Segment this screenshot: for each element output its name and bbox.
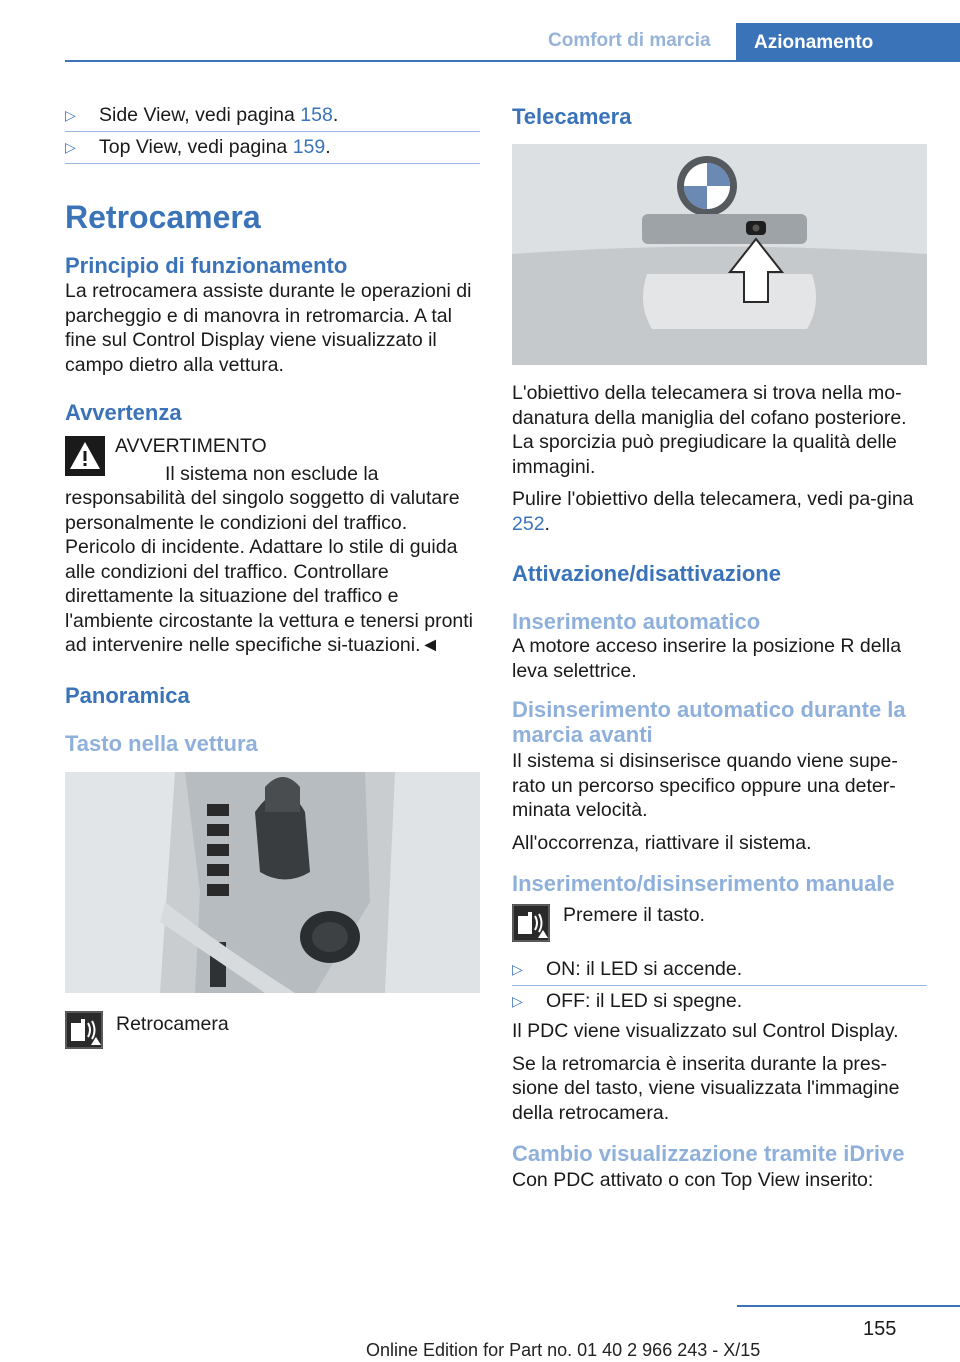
paragraph: Il sistema si disinserisce quando viene supe-rato un percorso specifico oppure una deter-minata velocità.: [512, 750, 898, 821]
bullet-triangle-icon: ▷: [512, 961, 523, 977]
list-item-text: Side View, vedi pagina 158.: [99, 104, 339, 126]
list-item: [65, 100, 480, 132]
subsection-title: Principio di funzionamento: [65, 253, 348, 278]
footer-rule: [737, 1305, 960, 1307]
page-link[interactable]: 159: [292, 136, 326, 158]
button-legend: [65, 1011, 480, 1049]
subsubsection-title: Cambio visualizzazione tramite iDrive: [512, 1141, 905, 1166]
list-item: [512, 954, 927, 986]
paragraph: L'obiettivo della telecamera si trova nella mo-danatura della maniglia del cofano posteriore. La sporcizia può pregiudicare la qualità delle immagini.: [512, 382, 907, 478]
header-rule: [65, 60, 960, 62]
subsection-title: Telecamera: [512, 104, 632, 129]
subsubsection-title: Inserimento automatico: [512, 609, 761, 634]
subsection-title: Avvertenza: [65, 400, 182, 425]
list-item-text: Top View, vedi pagina 159.: [99, 136, 331, 158]
header-section-title: Comfort di marcia: [548, 30, 711, 51]
button-instruction: [512, 904, 927, 942]
button-legend-label: Retrocamera: [116, 1012, 229, 1035]
paragraph: Con PDC attivato o con Top View inserito:: [512, 1169, 874, 1191]
list-item-text: ON: il LED si accende.: [546, 958, 743, 980]
warning-title: AVVERTIMENTO: [115, 435, 267, 457]
rear-camera-button-icon: [512, 904, 550, 942]
page-link[interactable]: 252: [512, 512, 545, 535]
warning-icon: [65, 436, 105, 476]
center-console-photo: [65, 772, 480, 993]
left-column: [65, 100, 480, 1049]
rear-camera-location-photo: [512, 144, 927, 365]
list-item: [65, 132, 480, 164]
paragraph: All'occorrenza, riattivare il sistema.: [512, 831, 812, 854]
paragraph: Se la retromarcia è inserita durante la pres-sione del tasto, viene visualizzata l'immagine della retrocamera.: [512, 1052, 900, 1124]
rear-camera-button-icon: [65, 1011, 103, 1049]
paragraph: La retrocamera assiste durante le operazioni di parcheggio e di manovra in retromarcia. A tal fine sul Control Display viene visualizzato il campo dietro alla vettura.: [65, 280, 472, 376]
subsubsection-title: Disinserimento automatico durante la marcia avanti: [512, 697, 906, 747]
right-column: [512, 100, 927, 1193]
paragraph: Pulire l'obiettivo della telecamera, vedi pa-gina 252.: [512, 488, 914, 535]
header-chapter-tab: [736, 23, 960, 62]
subsection-title: Attivazione/disattivazione: [512, 561, 781, 586]
section-title: Retrocamera: [65, 199, 261, 235]
paragraph: Il PDC viene visualizzato sul Control Display.: [512, 1020, 899, 1042]
bullet-triangle-icon: ▷: [512, 993, 523, 1009]
subsubsection-title: Inserimento/disinserimento manuale: [512, 871, 895, 896]
warning-block: [65, 434, 480, 658]
bullet-triangle-icon: ▷: [65, 139, 76, 155]
header-chapter-label: Azionamento: [754, 31, 874, 53]
edition-note: Online Edition for Part no. 01 40 2 966 243 - X/15: [366, 1340, 761, 1360]
paragraph: A motore acceso inserire la posizione R della leva selettrice.: [512, 635, 902, 682]
instruction-text: Premere il tasto.: [563, 904, 705, 926]
page-link[interactable]: 158: [300, 104, 333, 126]
bullet-triangle-icon: ▷: [65, 107, 76, 123]
subsubsection-title: Tasto nella vettura: [65, 730, 258, 756]
page-number: 155: [863, 1318, 897, 1340]
warning-text: Il sistema non esclude la responsabilità del singolo soggetto di valutare personalmente le condizioni del traffico. Pericolo di incidente. Adattare lo stile di guida alle condizioni del traffico. Controllare direttamente la situazione del traffico e l'ambiente circostante la vettura e tenersi pronti ad intervenire nelle specifiche si-tuazioni.◄: [65, 462, 474, 656]
subsection-title: Panoramica: [65, 682, 190, 708]
list-item-text: OFF: il LED si spegne.: [546, 990, 743, 1012]
list-item: [512, 986, 927, 1017]
